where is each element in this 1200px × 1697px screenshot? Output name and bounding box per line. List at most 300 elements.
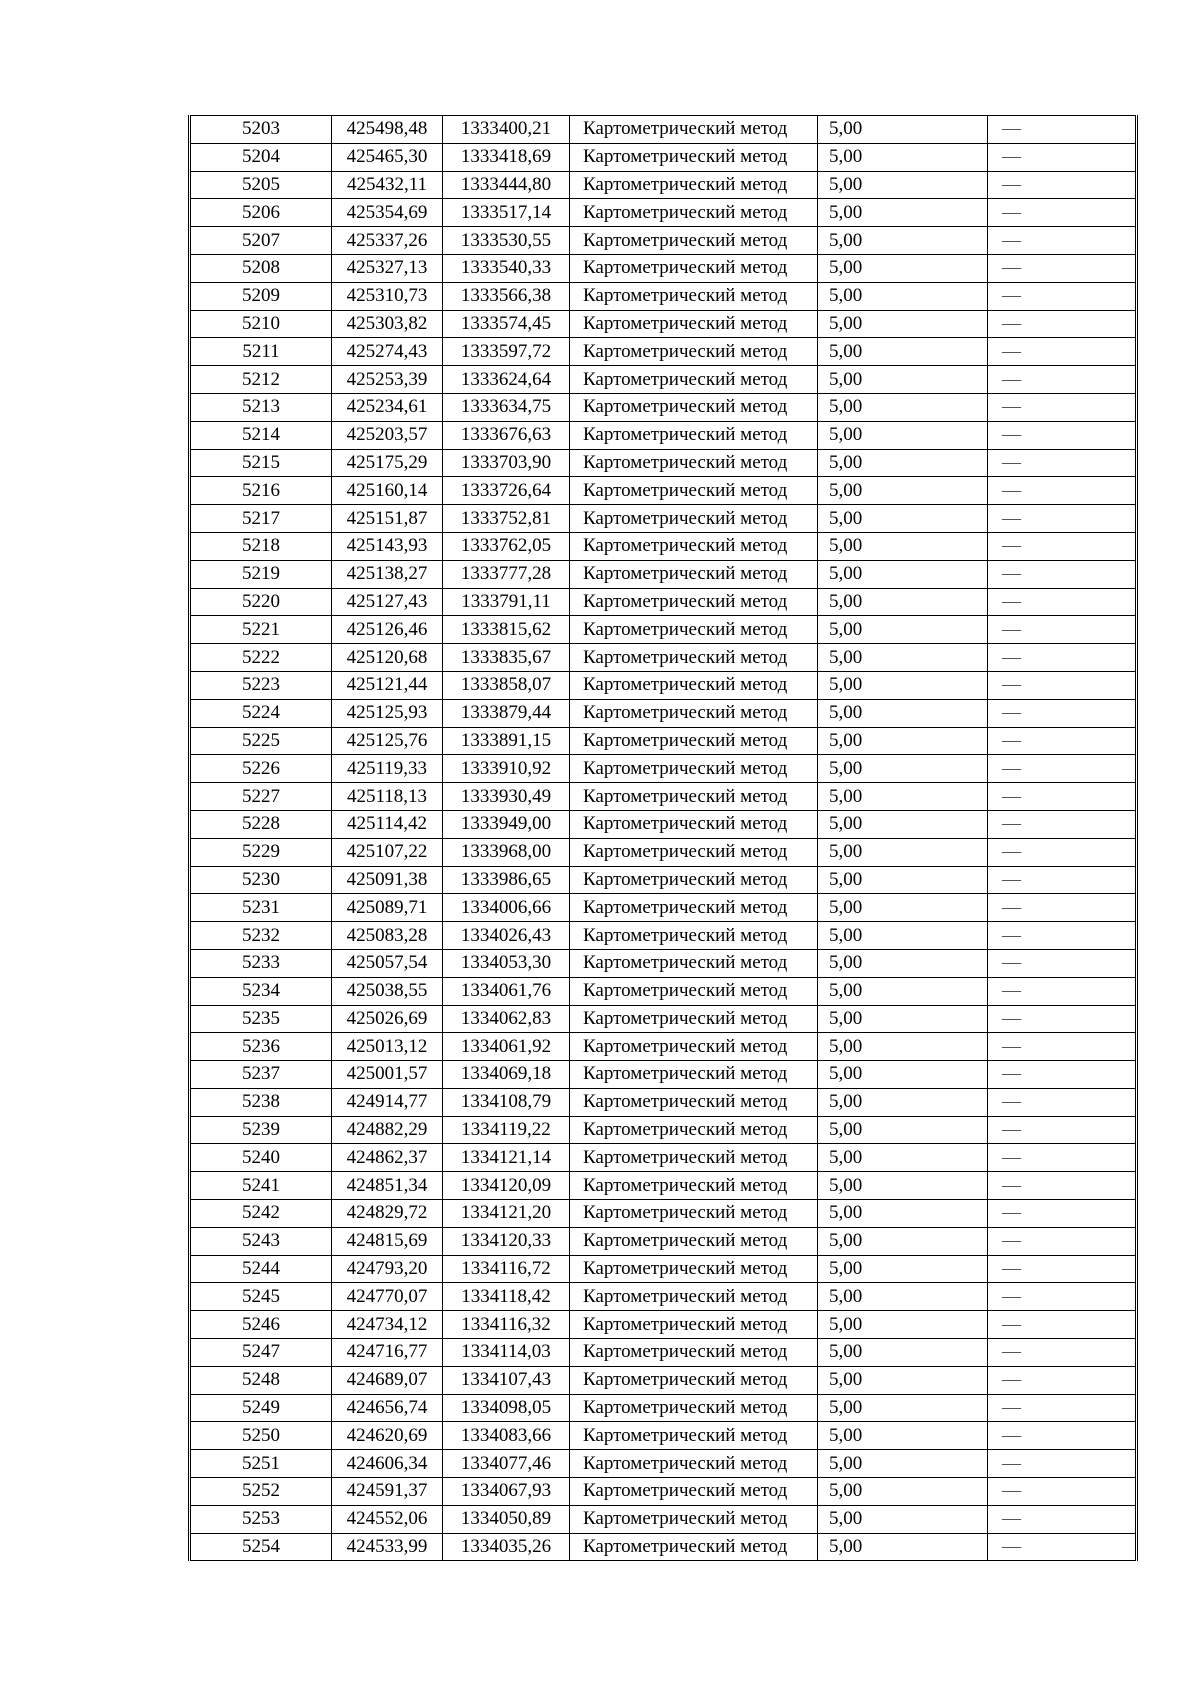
point-number-cell: 5245 [190,1283,332,1311]
description-cell: — [988,1394,1137,1422]
description-cell: — [988,1450,1137,1478]
x-coordinate-cell: 424620,69 [332,1422,443,1450]
point-number-cell: 5228 [190,810,332,838]
x-coordinate-cell: 425001,57 [332,1061,443,1089]
table-row [190,338,1137,366]
x-coordinate-cell: 425121,44 [332,671,443,699]
x-coordinate-cell: 424862,37 [332,1144,443,1172]
table-row [190,1033,1137,1061]
description-cell: — [988,171,1137,199]
x-coordinate-cell: 424591,37 [332,1478,443,1506]
method-cell: Картометрический метод [570,894,818,922]
accuracy-cell: 5,00 [818,421,988,449]
description-cell: — [988,227,1137,255]
method-cell: Картометрический метод [570,116,818,144]
description-cell: — [988,1283,1137,1311]
y-coordinate-cell: 1333676,63 [443,421,570,449]
method-cell: Картометрический метод [570,671,818,699]
description-cell: — [988,1033,1137,1061]
y-coordinate-cell: 1334053,30 [443,949,570,977]
description-cell: — [988,922,1137,950]
description-cell: — [988,616,1137,644]
table-row [190,866,1137,894]
point-number-cell: 5224 [190,699,332,727]
y-coordinate-cell: 1334120,09 [443,1172,570,1200]
x-coordinate-cell: 424793,20 [332,1255,443,1283]
method-cell: Картометрический метод [570,477,818,505]
method-cell: Картометрический метод [570,1311,818,1339]
description-cell: — [988,783,1137,811]
table-row [190,671,1137,699]
accuracy-cell: 5,00 [818,505,988,533]
y-coordinate-cell: 1333879,44 [443,699,570,727]
y-coordinate-cell: 1333930,49 [443,783,570,811]
point-number-cell: 5230 [190,866,332,894]
table-row [190,505,1137,533]
point-number-cell: 5227 [190,783,332,811]
description-cell: — [988,1533,1137,1561]
x-coordinate-cell: 425083,28 [332,922,443,950]
y-coordinate-cell: 1333574,45 [443,310,570,338]
accuracy-cell: 5,00 [818,227,988,255]
table-row [190,755,1137,783]
point-number-cell: 5216 [190,477,332,505]
point-number-cell: 5210 [190,310,332,338]
table-row [190,699,1137,727]
accuracy-cell: 5,00 [818,1227,988,1255]
y-coordinate-cell: 1333968,00 [443,838,570,866]
x-coordinate-cell: 424689,07 [332,1366,443,1394]
point-number-cell: 5249 [190,1394,332,1422]
method-cell: Картометрический метод [570,1227,818,1255]
table-row [190,1422,1137,1450]
point-number-cell: 5222 [190,644,332,672]
point-number-cell: 5251 [190,1450,332,1478]
y-coordinate-cell: 1333891,15 [443,727,570,755]
accuracy-cell: 5,00 [818,1033,988,1061]
accuracy-cell: 5,00 [818,282,988,310]
method-cell: Картометрический метод [570,810,818,838]
y-coordinate-cell: 1334121,14 [443,1144,570,1172]
x-coordinate-cell: 425234,61 [332,393,443,421]
accuracy-cell: 5,00 [818,1366,988,1394]
coordinates-table [188,115,1138,1561]
description-cell: — [988,1366,1137,1394]
point-number-cell: 5233 [190,949,332,977]
point-number-cell: 5254 [190,1533,332,1561]
y-coordinate-cell: 1333566,38 [443,282,570,310]
description-cell: — [988,810,1137,838]
method-cell: Картометрический метод [570,1172,818,1200]
description-cell: — [988,1255,1137,1283]
accuracy-cell: 5,00 [818,1394,988,1422]
point-number-cell: 5211 [190,338,332,366]
y-coordinate-cell: 1334035,26 [443,1533,570,1561]
description-cell: — [988,505,1137,533]
y-coordinate-cell: 1333835,67 [443,644,570,672]
accuracy-cell: 5,00 [818,1172,988,1200]
description-cell: — [988,977,1137,1005]
point-number-cell: 5205 [190,171,332,199]
point-number-cell: 5240 [190,1144,332,1172]
y-coordinate-cell: 1333726,64 [443,477,570,505]
point-number-cell: 5225 [190,727,332,755]
method-cell: Картометрический метод [570,838,818,866]
x-coordinate-cell: 424815,69 [332,1227,443,1255]
description-cell: — [988,421,1137,449]
table-row [190,644,1137,672]
x-coordinate-cell: 425310,73 [332,282,443,310]
y-coordinate-cell: 1333597,72 [443,338,570,366]
accuracy-cell: 5,00 [818,1144,988,1172]
table-row [190,310,1137,338]
y-coordinate-cell: 1333762,05 [443,532,570,560]
x-coordinate-cell: 425337,26 [332,227,443,255]
accuracy-cell: 5,00 [818,894,988,922]
description-cell: — [988,477,1137,505]
accuracy-cell: 5,00 [818,949,988,977]
table-row [190,977,1137,1005]
table-row [190,838,1137,866]
method-cell: Картометрический метод [570,227,818,255]
point-number-cell: 5218 [190,532,332,560]
point-number-cell: 5204 [190,143,332,171]
point-number-cell: 5206 [190,199,332,227]
x-coordinate-cell: 424656,74 [332,1394,443,1422]
description-cell: — [988,1339,1137,1367]
x-coordinate-cell: 425114,42 [332,810,443,838]
y-coordinate-cell: 1333752,81 [443,505,570,533]
description-cell: — [988,532,1137,560]
point-number-cell: 5239 [190,1116,332,1144]
table-row [190,1533,1137,1561]
x-coordinate-cell: 424533,99 [332,1533,443,1561]
point-number-cell: 5252 [190,1478,332,1506]
description-cell: — [988,838,1137,866]
x-coordinate-cell: 425091,38 [332,866,443,894]
point-number-cell: 5235 [190,1005,332,1033]
table-row [190,894,1137,922]
point-number-cell: 5241 [190,1172,332,1200]
point-number-cell: 5217 [190,505,332,533]
point-number-cell: 5221 [190,616,332,644]
point-number-cell: 5234 [190,977,332,1005]
point-number-cell: 5248 [190,1366,332,1394]
y-coordinate-cell: 1334118,42 [443,1283,570,1311]
y-coordinate-cell: 1333949,00 [443,810,570,838]
method-cell: Картометрический метод [570,1283,818,1311]
accuracy-cell: 5,00 [818,977,988,1005]
description-cell: — [988,449,1137,477]
method-cell: Картометрический метод [570,1422,818,1450]
method-cell: Картометрический метод [570,866,818,894]
accuracy-cell: 5,00 [818,1450,988,1478]
accuracy-cell: 5,00 [818,560,988,588]
accuracy-cell: 5,00 [818,616,988,644]
description-cell: — [988,1116,1137,1144]
point-number-cell: 5219 [190,560,332,588]
table-row [190,588,1137,616]
accuracy-cell: 5,00 [818,588,988,616]
accuracy-cell: 5,00 [818,1339,988,1367]
y-coordinate-cell: 1333634,75 [443,393,570,421]
table-row [190,254,1137,282]
y-coordinate-cell: 1333791,11 [443,588,570,616]
y-coordinate-cell: 1333444,80 [443,171,570,199]
point-number-cell: 5243 [190,1227,332,1255]
accuracy-cell: 5,00 [818,1200,988,1228]
description-cell: — [988,588,1137,616]
x-coordinate-cell: 425253,39 [332,366,443,394]
table-row [190,1116,1137,1144]
table-row [190,727,1137,755]
table-row [190,1200,1137,1228]
x-coordinate-cell: 425126,46 [332,616,443,644]
point-number-cell: 5247 [190,1339,332,1367]
description-cell: — [988,1088,1137,1116]
accuracy-cell: 5,00 [818,1422,988,1450]
method-cell: Картометрический метод [570,560,818,588]
table-row [190,1061,1137,1089]
table-row [190,1478,1137,1506]
y-coordinate-cell: 1334069,18 [443,1061,570,1089]
point-number-cell: 5242 [190,1200,332,1228]
description-cell: — [988,671,1137,699]
table-row [190,393,1137,421]
x-coordinate-cell: 424606,34 [332,1450,443,1478]
table-row [190,171,1137,199]
method-cell: Картометрический метод [570,1533,818,1561]
method-cell: Картометрический метод [570,644,818,672]
y-coordinate-cell: 1334077,46 [443,1450,570,1478]
accuracy-cell: 5,00 [818,783,988,811]
accuracy-cell: 5,00 [818,1533,988,1561]
accuracy-cell: 5,00 [818,810,988,838]
point-number-cell: 5203 [190,116,332,144]
y-coordinate-cell: 1333815,62 [443,616,570,644]
accuracy-cell: 5,00 [818,1311,988,1339]
x-coordinate-cell: 425303,82 [332,310,443,338]
x-coordinate-cell: 425143,93 [332,532,443,560]
method-cell: Картометрический метод [570,1450,818,1478]
coordinates-table-body [190,116,1137,1561]
y-coordinate-cell: 1334116,72 [443,1255,570,1283]
description-cell: — [988,393,1137,421]
y-coordinate-cell: 1333858,07 [443,671,570,699]
table-row [190,1450,1137,1478]
description-cell: — [988,1478,1137,1506]
y-coordinate-cell: 1334119,22 [443,1116,570,1144]
x-coordinate-cell: 424829,72 [332,1200,443,1228]
method-cell: Картометрический метод [570,1116,818,1144]
accuracy-cell: 5,00 [818,671,988,699]
y-coordinate-cell: 1334062,83 [443,1005,570,1033]
method-cell: Картометрический метод [570,1088,818,1116]
method-cell: Картометрический метод [570,1144,818,1172]
accuracy-cell: 5,00 [818,644,988,672]
y-coordinate-cell: 1334114,03 [443,1339,570,1367]
accuracy-cell: 5,00 [818,922,988,950]
x-coordinate-cell: 424851,34 [332,1172,443,1200]
x-coordinate-cell: 425089,71 [332,894,443,922]
accuracy-cell: 5,00 [818,1478,988,1506]
method-cell: Картометрический метод [570,1255,818,1283]
x-coordinate-cell: 425107,22 [332,838,443,866]
point-number-cell: 5231 [190,894,332,922]
method-cell: Картометрический метод [570,1394,818,1422]
x-coordinate-cell: 425151,87 [332,505,443,533]
table-row [190,421,1137,449]
y-coordinate-cell: 1334067,93 [443,1478,570,1506]
x-coordinate-cell: 425125,76 [332,727,443,755]
table-row [190,1505,1137,1533]
y-coordinate-cell: 1333540,33 [443,254,570,282]
method-cell: Картометрический метод [570,727,818,755]
table-row [190,1005,1137,1033]
description-cell: — [988,755,1137,783]
description-cell: — [988,560,1137,588]
accuracy-cell: 5,00 [818,310,988,338]
method-cell: Картометрический метод [570,393,818,421]
description-cell: — [988,1422,1137,1450]
method-cell: Картометрический метод [570,588,818,616]
y-coordinate-cell: 1333530,55 [443,227,570,255]
method-cell: Картометрический метод [570,616,818,644]
accuracy-cell: 5,00 [818,1505,988,1533]
x-coordinate-cell: 424882,29 [332,1116,443,1144]
method-cell: Картометрический метод [570,171,818,199]
x-coordinate-cell: 425013,12 [332,1033,443,1061]
method-cell: Картометрический метод [570,143,818,171]
accuracy-cell: 5,00 [818,699,988,727]
x-coordinate-cell: 425432,11 [332,171,443,199]
point-number-cell: 5246 [190,1311,332,1339]
description-cell: — [988,1505,1137,1533]
y-coordinate-cell: 1334120,33 [443,1227,570,1255]
accuracy-cell: 5,00 [818,171,988,199]
accuracy-cell: 5,00 [818,116,988,144]
y-coordinate-cell: 1334098,05 [443,1394,570,1422]
x-coordinate-cell: 425327,13 [332,254,443,282]
x-coordinate-cell: 425138,27 [332,560,443,588]
method-cell: Картометрический метод [570,505,818,533]
y-coordinate-cell: 1333986,65 [443,866,570,894]
point-number-cell: 5213 [190,393,332,421]
x-coordinate-cell: 425057,54 [332,949,443,977]
table-row [190,227,1137,255]
description-cell: — [988,310,1137,338]
method-cell: Картометрический метод [570,1200,818,1228]
table-row [190,922,1137,950]
accuracy-cell: 5,00 [818,1088,988,1116]
table-row [190,560,1137,588]
point-number-cell: 5232 [190,922,332,950]
table-row [190,477,1137,505]
description-cell: — [988,338,1137,366]
point-number-cell: 5237 [190,1061,332,1089]
y-coordinate-cell: 1334006,66 [443,894,570,922]
table-row [190,949,1137,977]
table-row [190,1144,1137,1172]
y-coordinate-cell: 1333703,90 [443,449,570,477]
table-row [190,1394,1137,1422]
point-number-cell: 5209 [190,282,332,310]
point-number-cell: 5207 [190,227,332,255]
point-number-cell: 5253 [190,1505,332,1533]
method-cell: Картометрический метод [570,755,818,783]
table-row [190,783,1137,811]
x-coordinate-cell: 425026,69 [332,1005,443,1033]
y-coordinate-cell: 1333400,21 [443,116,570,144]
accuracy-cell: 5,00 [818,838,988,866]
accuracy-cell: 5,00 [818,254,988,282]
x-coordinate-cell: 424770,07 [332,1283,443,1311]
description-cell: — [988,282,1137,310]
x-coordinate-cell: 425354,69 [332,199,443,227]
accuracy-cell: 5,00 [818,449,988,477]
table-row [190,810,1137,838]
point-number-cell: 5212 [190,366,332,394]
x-coordinate-cell: 424914,77 [332,1088,443,1116]
y-coordinate-cell: 1333517,14 [443,199,570,227]
x-coordinate-cell: 425465,30 [332,143,443,171]
table-row [190,1339,1137,1367]
x-coordinate-cell: 425119,33 [332,755,443,783]
accuracy-cell: 5,00 [818,477,988,505]
method-cell: Картометрический метод [570,338,818,366]
table-row [190,532,1137,560]
point-number-cell: 5220 [190,588,332,616]
accuracy-cell: 5,00 [818,1061,988,1089]
table-row [190,1366,1137,1394]
y-coordinate-cell: 1334107,43 [443,1366,570,1394]
point-number-cell: 5226 [190,755,332,783]
accuracy-cell: 5,00 [818,143,988,171]
accuracy-cell: 5,00 [818,1116,988,1144]
table-row [190,1255,1137,1283]
y-coordinate-cell: 1334061,76 [443,977,570,1005]
description-cell: — [988,366,1137,394]
description-cell: — [988,1200,1137,1228]
description-cell: — [988,199,1137,227]
method-cell: Картометрический метод [570,1339,818,1367]
description-cell: — [988,143,1137,171]
accuracy-cell: 5,00 [818,199,988,227]
description-cell: — [988,1005,1137,1033]
accuracy-cell: 5,00 [818,755,988,783]
point-number-cell: 5238 [190,1088,332,1116]
description-cell: — [988,116,1137,144]
method-cell: Картометрический метод [570,254,818,282]
accuracy-cell: 5,00 [818,1005,988,1033]
y-coordinate-cell: 1334116,32 [443,1311,570,1339]
x-coordinate-cell: 425160,14 [332,477,443,505]
point-number-cell: 5215 [190,449,332,477]
method-cell: Картометрический метод [570,310,818,338]
accuracy-cell: 5,00 [818,866,988,894]
method-cell: Картометрический метод [570,1505,818,1533]
method-cell: Картометрический метод [570,282,818,310]
method-cell: Картометрический метод [570,1005,818,1033]
x-coordinate-cell: 425125,93 [332,699,443,727]
point-number-cell: 5223 [190,671,332,699]
accuracy-cell: 5,00 [818,393,988,421]
description-cell: — [988,1144,1137,1172]
method-cell: Картометрический метод [570,699,818,727]
y-coordinate-cell: 1334026,43 [443,922,570,950]
y-coordinate-cell: 1334050,89 [443,1505,570,1533]
table-row [190,199,1137,227]
